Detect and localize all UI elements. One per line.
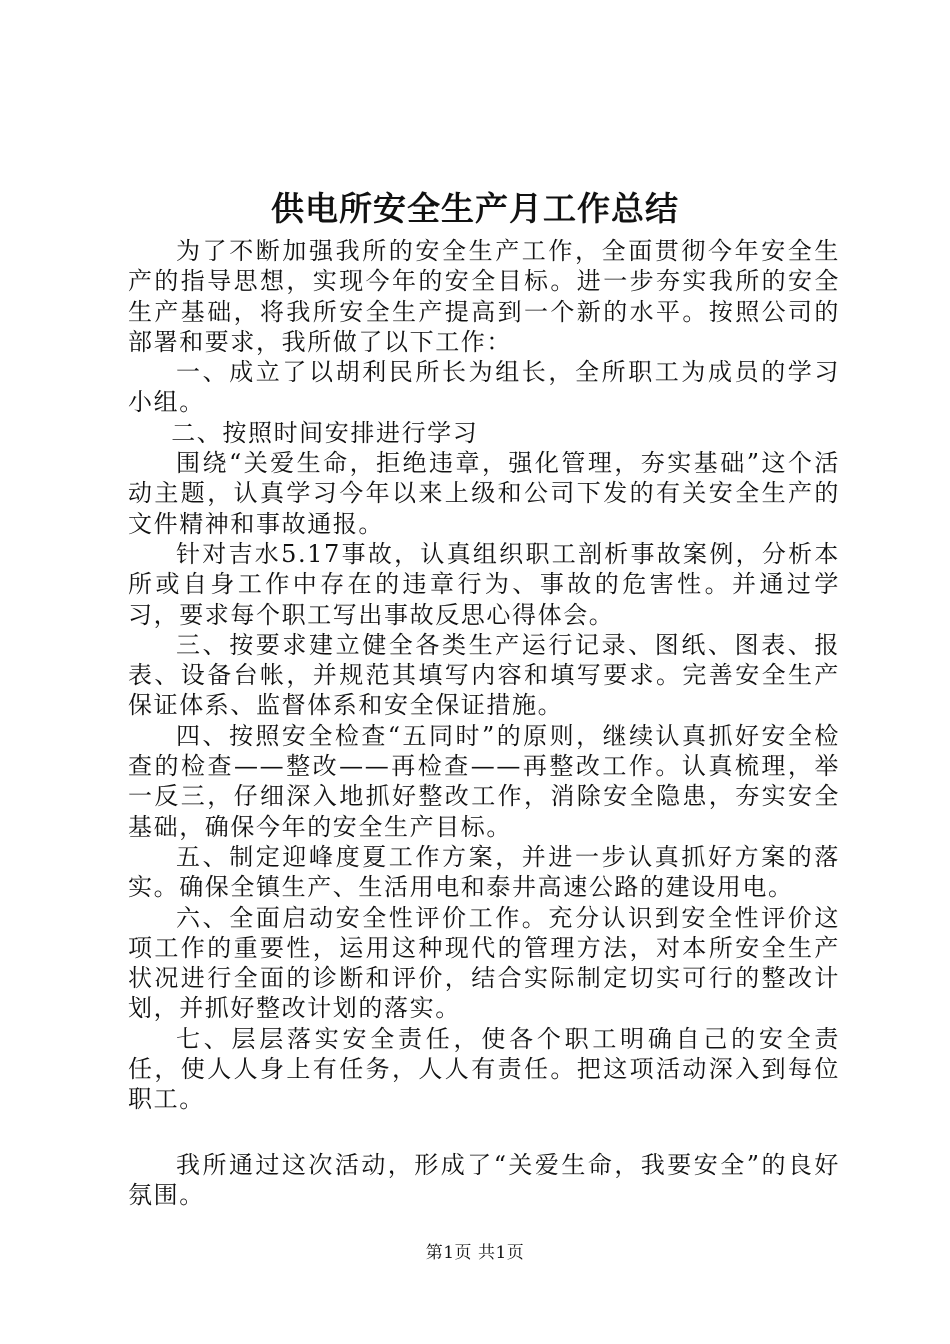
- paragraph-theme: 围绕“关爱生命，拒绝违章，强化管理，夯实基础”这个活动主题，认真学习今年以来上级和公司下发的有关安全生产的文件精神和事故通报。: [128, 449, 840, 538]
- document-title: 供电所安全生产月工作总结: [271, 189, 679, 228]
- paragraph-item-4: 四、按照安全检查“五同时”的原则，继续认真抓好安全检查的检查——整改——再检查——再整改工作。认真梳理，举一反三，仔细深入地抓好整改工作，消除安全隐患，夯实安全基础，确保今年的安全生产目标。: [128, 721, 840, 841]
- document-body: [128, 236, 840, 1210]
- page-footer: 第1页 共1页: [425, 1243, 525, 1263]
- paragraph-item-7: 七、层层落实安全责任，使各个职工明确自己的安全责任，使人人身上有任务，人人有责任。把这项活动深入到每位职工。: [128, 1024, 840, 1114]
- paragraph-accident: 针对吉水5.17事故，认真组织职工剖析事故案例，分析本所或自身工作中存在的违章行为、事故的危害性。并通过学习，要求每个职工写出事故反思心得体会。: [128, 539, 840, 629]
- paragraph-intro: 为了不断加强我所的安全生产工作，全面贯彻今年安全生产的指导思想，实现今年的安全目标。进一步夯实我所的安全生产基础，将我所安全生产提高到一个新的水平。按照公司的部署和要求，我所做了以下工作：: [128, 237, 840, 356]
- paragraph-conclusion: 我所通过这次活动，形成了“关爱生命，我要安全”的良好氛围。: [128, 1150, 840, 1209]
- paragraph-item-2: 二、按照时间安排进行学习: [171, 418, 479, 447]
- paragraph-item-5: 五、制定迎峰度夏工作方案，并进一步认真抓好方案的落实。确保全镇生产、生活用电和泰井高速公路的建设用电。: [128, 842, 840, 902]
- paragraph-spacer: [128, 1115, 840, 1150]
- paragraph-item-6: 六、全面启动安全性评价工作。充分认识到安全性评价这项工作的重要性，运用这种现代的管理方法，对本所安全生产状况进行全面的诊断和评价，结合实际制定切实可行的整改计划，并抓好整改计划的落实。: [128, 903, 840, 1023]
- paragraph-item-3: 三、按要求建立健全各类生产运行记录、图纸、图表、报表、设备台帐，并规范其填写内容和填写要求。完善安全生产保证体系、监督体系和安全保证措施。: [128, 630, 840, 720]
- paragraph-item-1: 一、成立了以胡利民所长为组长，全所职工为成员的学习小组。: [128, 358, 840, 417]
